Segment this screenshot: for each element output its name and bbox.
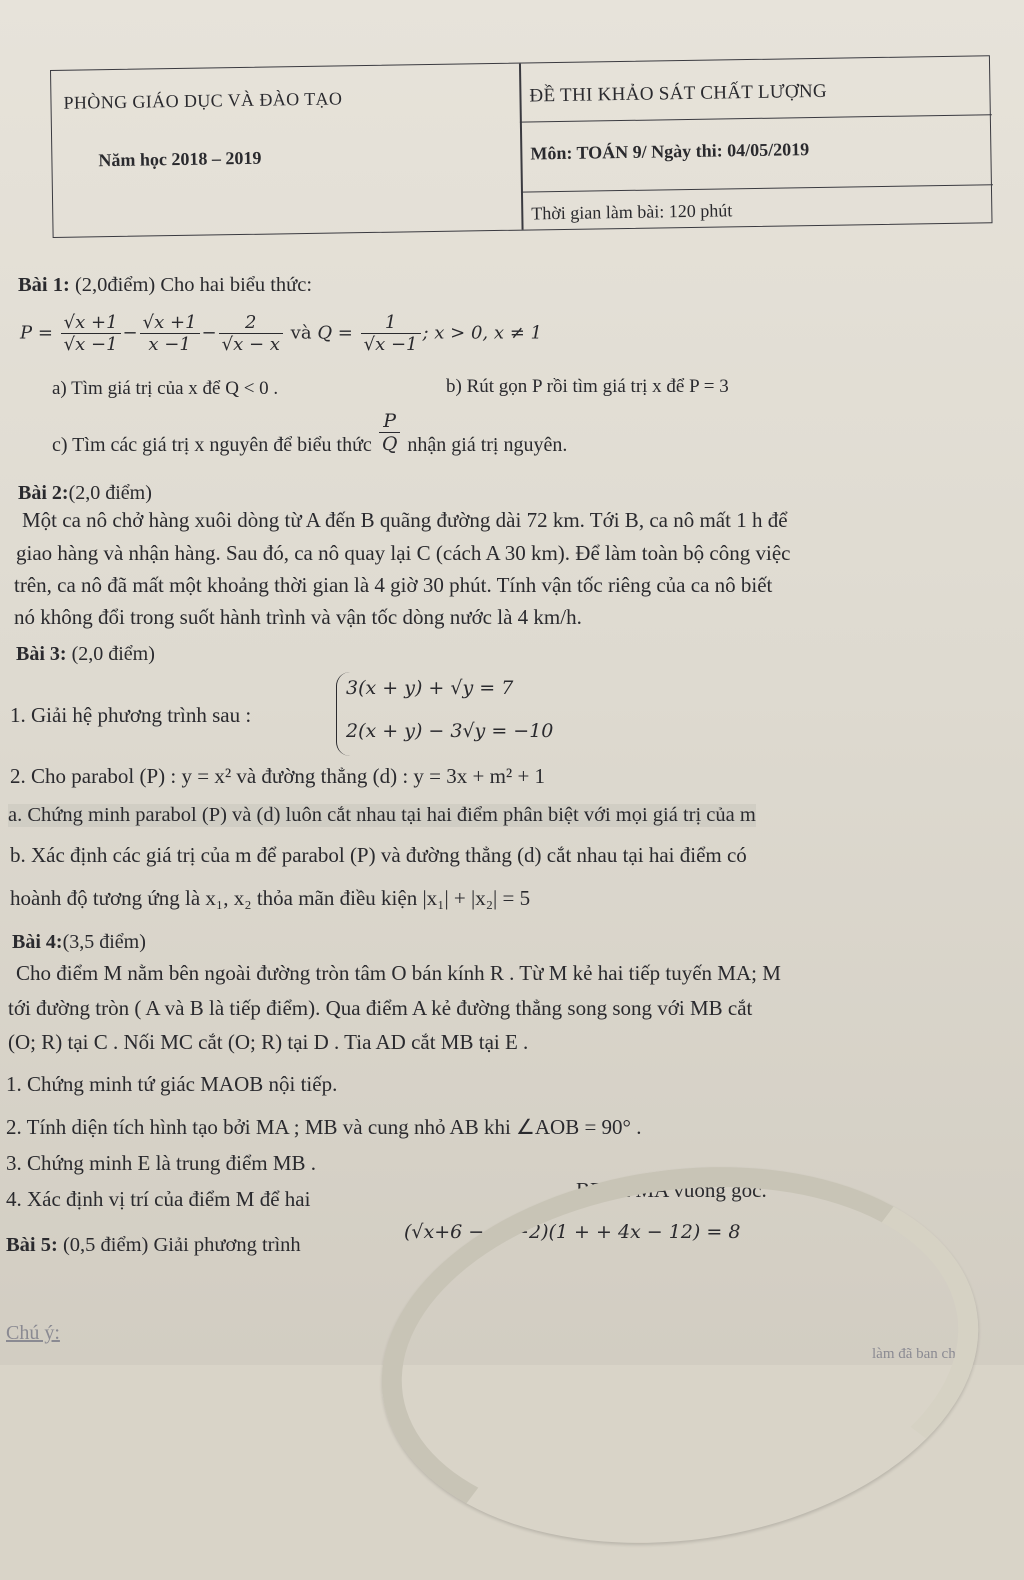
bai4-q3: 3. Chứng minh E là trung điểm MB . [6, 1151, 317, 1175]
department-name: PHÒNG GIÁO DỤC VÀ ĐÀO TẠO [63, 88, 343, 113]
bai2-line-4: nó không đổi trong suốt hành trình và vận tốc dòng nước là 4 km/h. [14, 605, 582, 629]
exam-date: 04/05/2019 [727, 139, 810, 161]
fraction-numerator: P [379, 410, 401, 433]
header-line [521, 184, 993, 193]
fraction [379, 410, 401, 455]
bai1-heading [18, 274, 312, 297]
bai3-title: Bài 3: [16, 643, 67, 665]
bai3-q2: 2. Cho parabol (P) : y = x² và đường thẳng (d) : y = 3x + m² + 1 [10, 764, 546, 788]
footer-note: Chú ý: [6, 1322, 60, 1344]
p-label: P = [20, 322, 53, 344]
header-line [520, 114, 992, 123]
bai2-line-3: trên, ca nô đã mất một khoảng thời gian là 4 giờ 30 phút. Tính vận tốc riêng của ca nô biết [14, 573, 773, 597]
bai3-heading [16, 643, 155, 666]
fraction-numerator: 1 [361, 312, 421, 334]
bai4-q1: 1. Chứng minh tứ giác MAOB nội tiếp. [6, 1072, 338, 1096]
subject-date [530, 139, 809, 164]
bai1-expressions: P = $\frac{√x +1}{√x -1}$ − $\frac{√x +1}{x -1}$ − $\frac{2}{√x - x}$ và Q = $\frac{1}{√x -1}$ ; x > 0, x ≠ 1 [20, 312, 542, 355]
bai4-line-1: Cho điểm M nằm bên ngoài đường tròn tâm O bán kính R . Từ M kẻ hai tiếp tuyến MA; M [16, 961, 781, 985]
exam-title: ĐỀ THI KHẢO SÁT CHẤT LƯỢNG [529, 80, 828, 107]
bai1-intro: (2,0điểm) Cho hai biểu thức: [69, 274, 313, 296]
fraction [219, 312, 283, 355]
fraction-denominator: √x −1 [363, 334, 418, 355]
bai1-title: Bài 1: [18, 274, 70, 296]
bai2-line-2: giao hàng và nhận hàng. Sau đó, ca nô quay lại C (cách A 30 km). Để làm toàn bộ công việc [16, 541, 791, 565]
bai4-title: Bài 4: [12, 931, 63, 953]
cable-overlay [357, 1130, 1003, 1580]
bai4-q4-end: BD và MA vuông góc. [576, 1178, 767, 1202]
system-equation-1: 3(x + y) + √y = 7 [346, 677, 514, 699]
fraction-denominator: Q [381, 433, 398, 455]
fraction-denominator: √x − x [221, 334, 280, 355]
bai4-line-3: (O; R) tại C . Nối MC cắt (O; R) tại D . Tia AD cắt MB tại E . [8, 1030, 529, 1054]
bai3-part-b-2: hoành độ tương ứng là x₁, x₂ thỏa mãn điều kiện |x₁| + |x₂| = 5 [10, 886, 531, 910]
bai4-q4-start: 4. Xác định vị trí của điểm M để hai [6, 1187, 311, 1211]
fraction-numerator: √x +1 [140, 312, 200, 334]
bai4-q2: 2. Tính diện tích hình tạo bởi MA ; MB và cung nhỏ AB khi ∠AOB = 90° . [6, 1115, 642, 1139]
bai2-line-1: Một ca nô chở hàng xuôi dòng từ A đến B quãng đường dài 72 km. Tới B, ca nô mất 1 h để [22, 508, 788, 532]
bai4-line-2: tới đường tròn ( A và B là tiếp điểm). Qua điểm A kẻ đường thẳng song song với MB cắt [8, 996, 753, 1020]
bai5-equation: (√x+6 − √x−2)(1 + + 4x − 12) = 8 [404, 1221, 741, 1243]
exam-duration: Thời gian làm bài: 120 phút [531, 200, 733, 224]
subject-label: Môn: TOÁN 9/ Ngày thi: [530, 140, 728, 164]
bai3-q1: 1. Giải hệ phương trình sau : [10, 703, 252, 727]
fraction [61, 312, 121, 355]
bai1-part-c-end: nhận giá trị nguyên. [402, 434, 568, 457]
bai2-points: (2,0 điểm) [68, 482, 152, 504]
bai3-part-b-1: b. Xác định các giá trị của m để parabol (P) và đường thẳng (d) cắt nhau tại hai điểm có [10, 843, 747, 867]
bai3-part-a: a. Chứng minh parabol (P) và (d) luôn cắt nhau tại hai điểm phân biệt với mọi giá trị của m [8, 804, 756, 826]
bai1-part-a: a) Tìm giá trị của x để Q < 0 . [52, 378, 279, 399]
fraction-denominator: √x −1 [63, 334, 118, 355]
bai5-text: (0,5 điểm) Giải phương trình [57, 1234, 301, 1256]
fraction [361, 312, 421, 355]
fraction-numerator: 2 [219, 312, 283, 334]
bai2-heading [18, 482, 152, 505]
domain-condition: ; x > 0, x ≠ 1 [422, 322, 542, 344]
bai1-part-c [52, 410, 567, 455]
bai2-title: Bài 2: [18, 482, 69, 504]
fraction-numerator: √x +1 [61, 312, 121, 334]
bai5-heading [6, 1234, 301, 1257]
bai4-points: (3,5 điểm) [62, 931, 146, 953]
bai1-part-b: b) Rút gọn P rồi tìm giá trị x để P = 3 [446, 376, 729, 397]
bai5-title: Bài 5: [6, 1234, 58, 1256]
q-label: Q = [317, 322, 353, 344]
fraction [140, 312, 200, 355]
system-equation-2: 2(x + y) − 3√y = −10 [346, 720, 554, 742]
bai1-part-c-text: c) Tìm các giá trị x nguyên để biểu thức [52, 434, 372, 457]
header-table [50, 55, 993, 238]
bai4-heading [12, 931, 146, 954]
bai3-points: (2,0 điểm) [66, 643, 155, 665]
header-divider [519, 64, 523, 230]
school-year: Năm học 2018 – 2019 [98, 147, 262, 171]
fraction-denominator: x −1 [148, 334, 191, 355]
and-word: và [290, 322, 312, 344]
footer-corner-text: làm đã ban chỉ [872, 1346, 960, 1362]
